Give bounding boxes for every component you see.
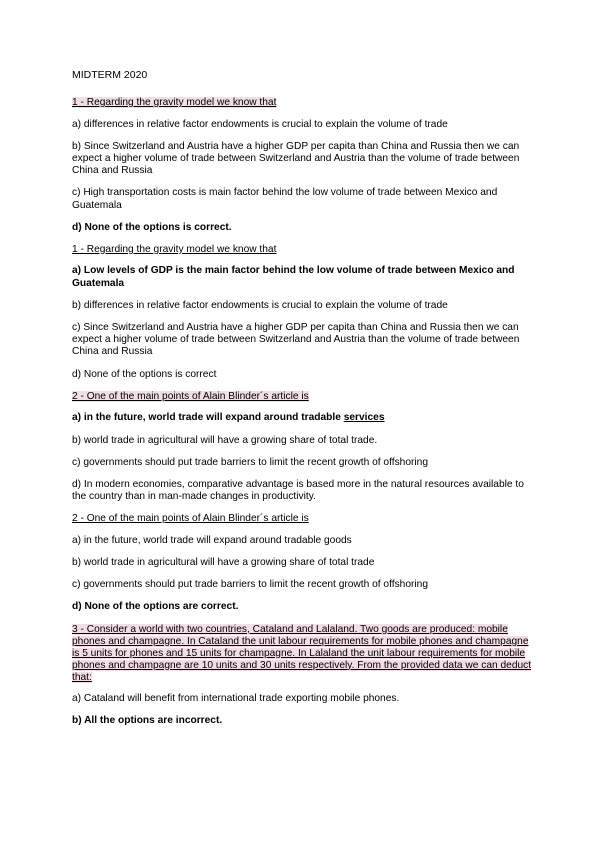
option-a [72, 412, 534, 424]
question-block [72, 391, 534, 504]
question-heading [72, 513, 534, 526]
option-c: c) governments should put trade barriers to limit the recent growth of offshoring [72, 579, 428, 591]
question-heading [72, 97, 534, 110]
option-b: b) world trade in agricultural will have a growing share of total trade. [72, 434, 378, 446]
option-a-prefix: a) in the future, world trade will expand around tradable [72, 412, 344, 424]
option-d: d) None of the options are correct. [72, 601, 239, 613]
option-b: b) Since Switzerland and Austria have a higher GDP per capita than China and Russia then we can expect a higher volume of trade between Switzerland and Austria than the volume of trade between China and Russia [72, 140, 520, 177]
question-block [72, 513, 534, 613]
question-block [72, 624, 534, 727]
option-a-underlined-word: services [343, 412, 385, 424]
question-heading-text: 2 - One of the main points of Alain Blinder´s article is [72, 513, 309, 525]
option-a: a) Cataland will benefit from international trade exporting mobile phones. [72, 692, 400, 704]
option-b: b) All the options are incorrect. [72, 714, 223, 726]
question-block [72, 97, 534, 234]
option-b: b) world trade in agricultural will have a growing share of total trade [72, 557, 375, 569]
option-c: c) High transportation costs is main factor behind the low volume of trade between Mexico and Guatemala [72, 187, 498, 211]
option-d: d) None of the options is correct [72, 368, 217, 380]
question-heading [72, 391, 534, 404]
option-c: c) governments should put trade barriers to limit the recent growth of offshoring [72, 456, 428, 468]
question-heading [72, 244, 534, 257]
question-heading-text: 2 - One of the main points of Alain Blinder´s article is [72, 390, 309, 402]
option-d: d) In modern economies, comparative advantage is based more in the natural resources available to the country than in man-made changes in productivity. [72, 478, 524, 503]
option-b: b) differences in relative factor endowments is crucial to explain the volume of trade [72, 299, 448, 311]
question-heading-text: 1 - Regarding the gravity model we know that [72, 97, 277, 108]
document-page [72, 69, 534, 737]
option-a: a) differences in relative factor endowments is crucial to explain the volume of trade [72, 118, 448, 130]
option-a: a) in the future, world trade will expand around tradable goods [72, 534, 352, 546]
document-title: MIDTERM 2020 [72, 69, 148, 81]
question-heading [72, 624, 534, 684]
option-d: d) None of the options is correct. [72, 221, 232, 233]
question-heading-text: 1 - Regarding the gravity model we know that [72, 243, 277, 255]
question-block [72, 244, 534, 381]
question-heading-text: 3 - Consider a world with two countries, Cataland and Lalaland. Two goods are produced: mobile phones and champagne. In Cataland the unit labour requirements for mobile phones and champagne is 5 units for phones and 15 units for champagne. In Lalaland the unit labour requirements for mobile phones and champagne are 10 units and 30 units respectively. From the provided data we can deduct that: [72, 623, 532, 683]
option-a: a) Low levels of GDP is the main factor behind the low volume of trade between Mexico and Guatemala [72, 265, 515, 289]
option-c: c) Since Switzerland and Austria have a higher GDP per capita than China and Russia then we can expect a higher volume of trade between Switzerland and Austria than the volume of trade between China and Russia [72, 322, 520, 358]
